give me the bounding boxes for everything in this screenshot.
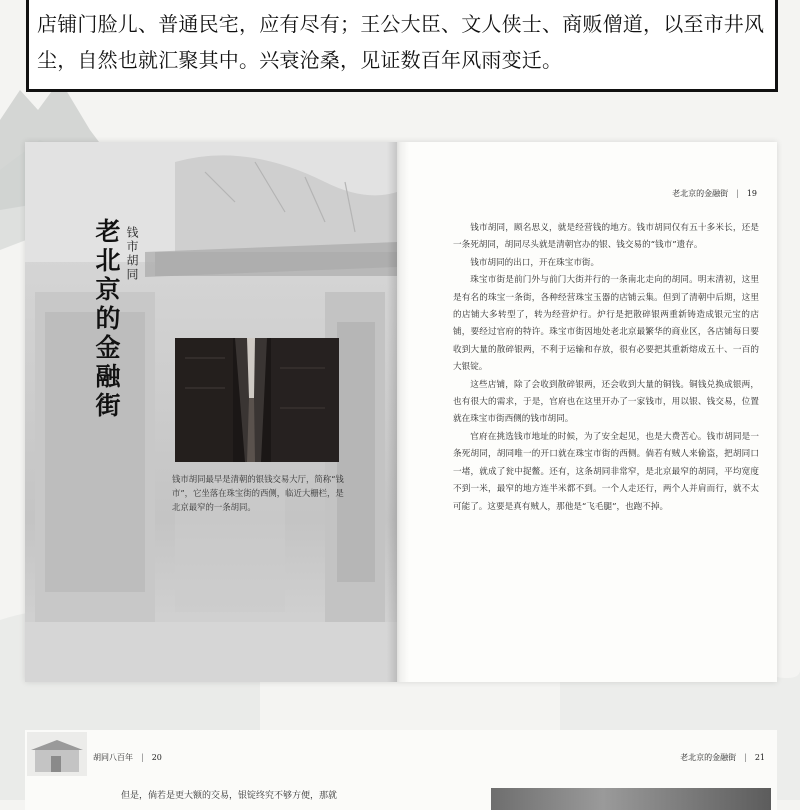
photo-caption: 钱市胡同最早是清朝的银钱交易大厅，简称“钱市”，它坐落在珠宝街的西侧，临近大栅栏，是北京最窄的一条胡同。 bbox=[172, 474, 344, 512]
running-head bbox=[672, 188, 757, 199]
running-head-left bbox=[93, 752, 162, 763]
paragraph: 钱市胡同的出口，开在珠宝市街。 bbox=[470, 257, 600, 268]
running-head-book: 胡同八百年 bbox=[93, 753, 133, 762]
running-head-separator: | bbox=[141, 753, 144, 762]
book-spread-20-21 bbox=[25, 730, 777, 810]
banner-line-2: 尘，自然也就汇聚其中。兴衰沧桑，见证数百年风雨变迁。 bbox=[37, 48, 563, 72]
banner-line-1: 店铺门脸儿、普通民宅，应有尽有；王公大臣、文人侠士、商贩僧道，以至市井风 bbox=[37, 12, 765, 36]
running-head-chapter: 老北京的金融街 bbox=[680, 753, 737, 762]
page-number: 19 bbox=[746, 189, 757, 198]
running-head-separator: | bbox=[744, 753, 747, 762]
paragraph: 珠宝市街是前门外与前门大街并行的一条南北走向的胡同。明末清初，这里是有名的珠宝一条街，各种经营珠宝玉器的店铺云集。但到了清朝中后期，这里的店铺大多转型了，转为经营炉行。炉行是把散碎银两重新铸造成银元宝的店铺，要经过官府的特许。珠宝市街因地处老北京最繁华的商业区，各店铺每日要收到大量的散碎银两，不利于运输和存放，很有必要把其重新熔成五十、一百的大银锭。 bbox=[453, 275, 759, 373]
paragraph: 这些店铺，除了会收到散碎银两，还会收到大量的铜钱。铜钱兑换成银两，也有很大的需求，于是，官府也在这里开办了一家钱市，用以银、钱交易，位置就在珠宝市街西侧的钱市胡同。 bbox=[453, 379, 759, 425]
running-head-right bbox=[680, 752, 765, 763]
running-head-separator: | bbox=[736, 189, 739, 198]
page-number-left: 20 bbox=[151, 753, 162, 762]
page-number-right: 21 bbox=[754, 753, 765, 762]
book-gutter-shadow bbox=[387, 142, 409, 682]
running-head-chapter: 老北京的金融街 bbox=[672, 189, 729, 198]
paragraph: 钱市胡同，顾名思义，就是经营钱的地方。钱市胡同仅有五十多米长，还是一条死胡同，胡同尽头就是清朝官办的银、钱交易的“钱市”遗存。 bbox=[453, 223, 759, 251]
partial-photo bbox=[491, 788, 771, 810]
chapter-title: 老北京的金融街 bbox=[92, 218, 121, 421]
narrow-hutong-photo bbox=[175, 338, 339, 462]
chapter-subtitle: 钱市胡同 bbox=[125, 226, 139, 282]
book-spread-19 bbox=[25, 142, 777, 682]
intro-banner bbox=[26, 0, 778, 92]
left-page bbox=[25, 142, 397, 682]
hutong-thumbnail-illustration bbox=[27, 732, 87, 776]
partial-paragraph: 但是，倘若是更大额的交易，银锭终究不够方便，那就 bbox=[121, 791, 338, 801]
paragraph: 官府在挑选钱市地址的时候，为了安全起见，也是大费苦心。钱市胡同是一条死胡同，胡同唯一的开口就在珠宝市街的西侧。倘若有贼人来偷盗，把胡同口一堵，就成了瓮中捉鳖。还有，这条胡同非常窄，是北京最窄的胡同，平均宽度不到一米，最窄的地方连半米都不到。一个人走还行，两个人并肩而行，就不太可能了。这要是真有贼人，那他是“飞毛腿”，也跑不掉。 bbox=[453, 431, 759, 512]
right-page bbox=[397, 142, 777, 682]
body-text bbox=[453, 220, 759, 516]
